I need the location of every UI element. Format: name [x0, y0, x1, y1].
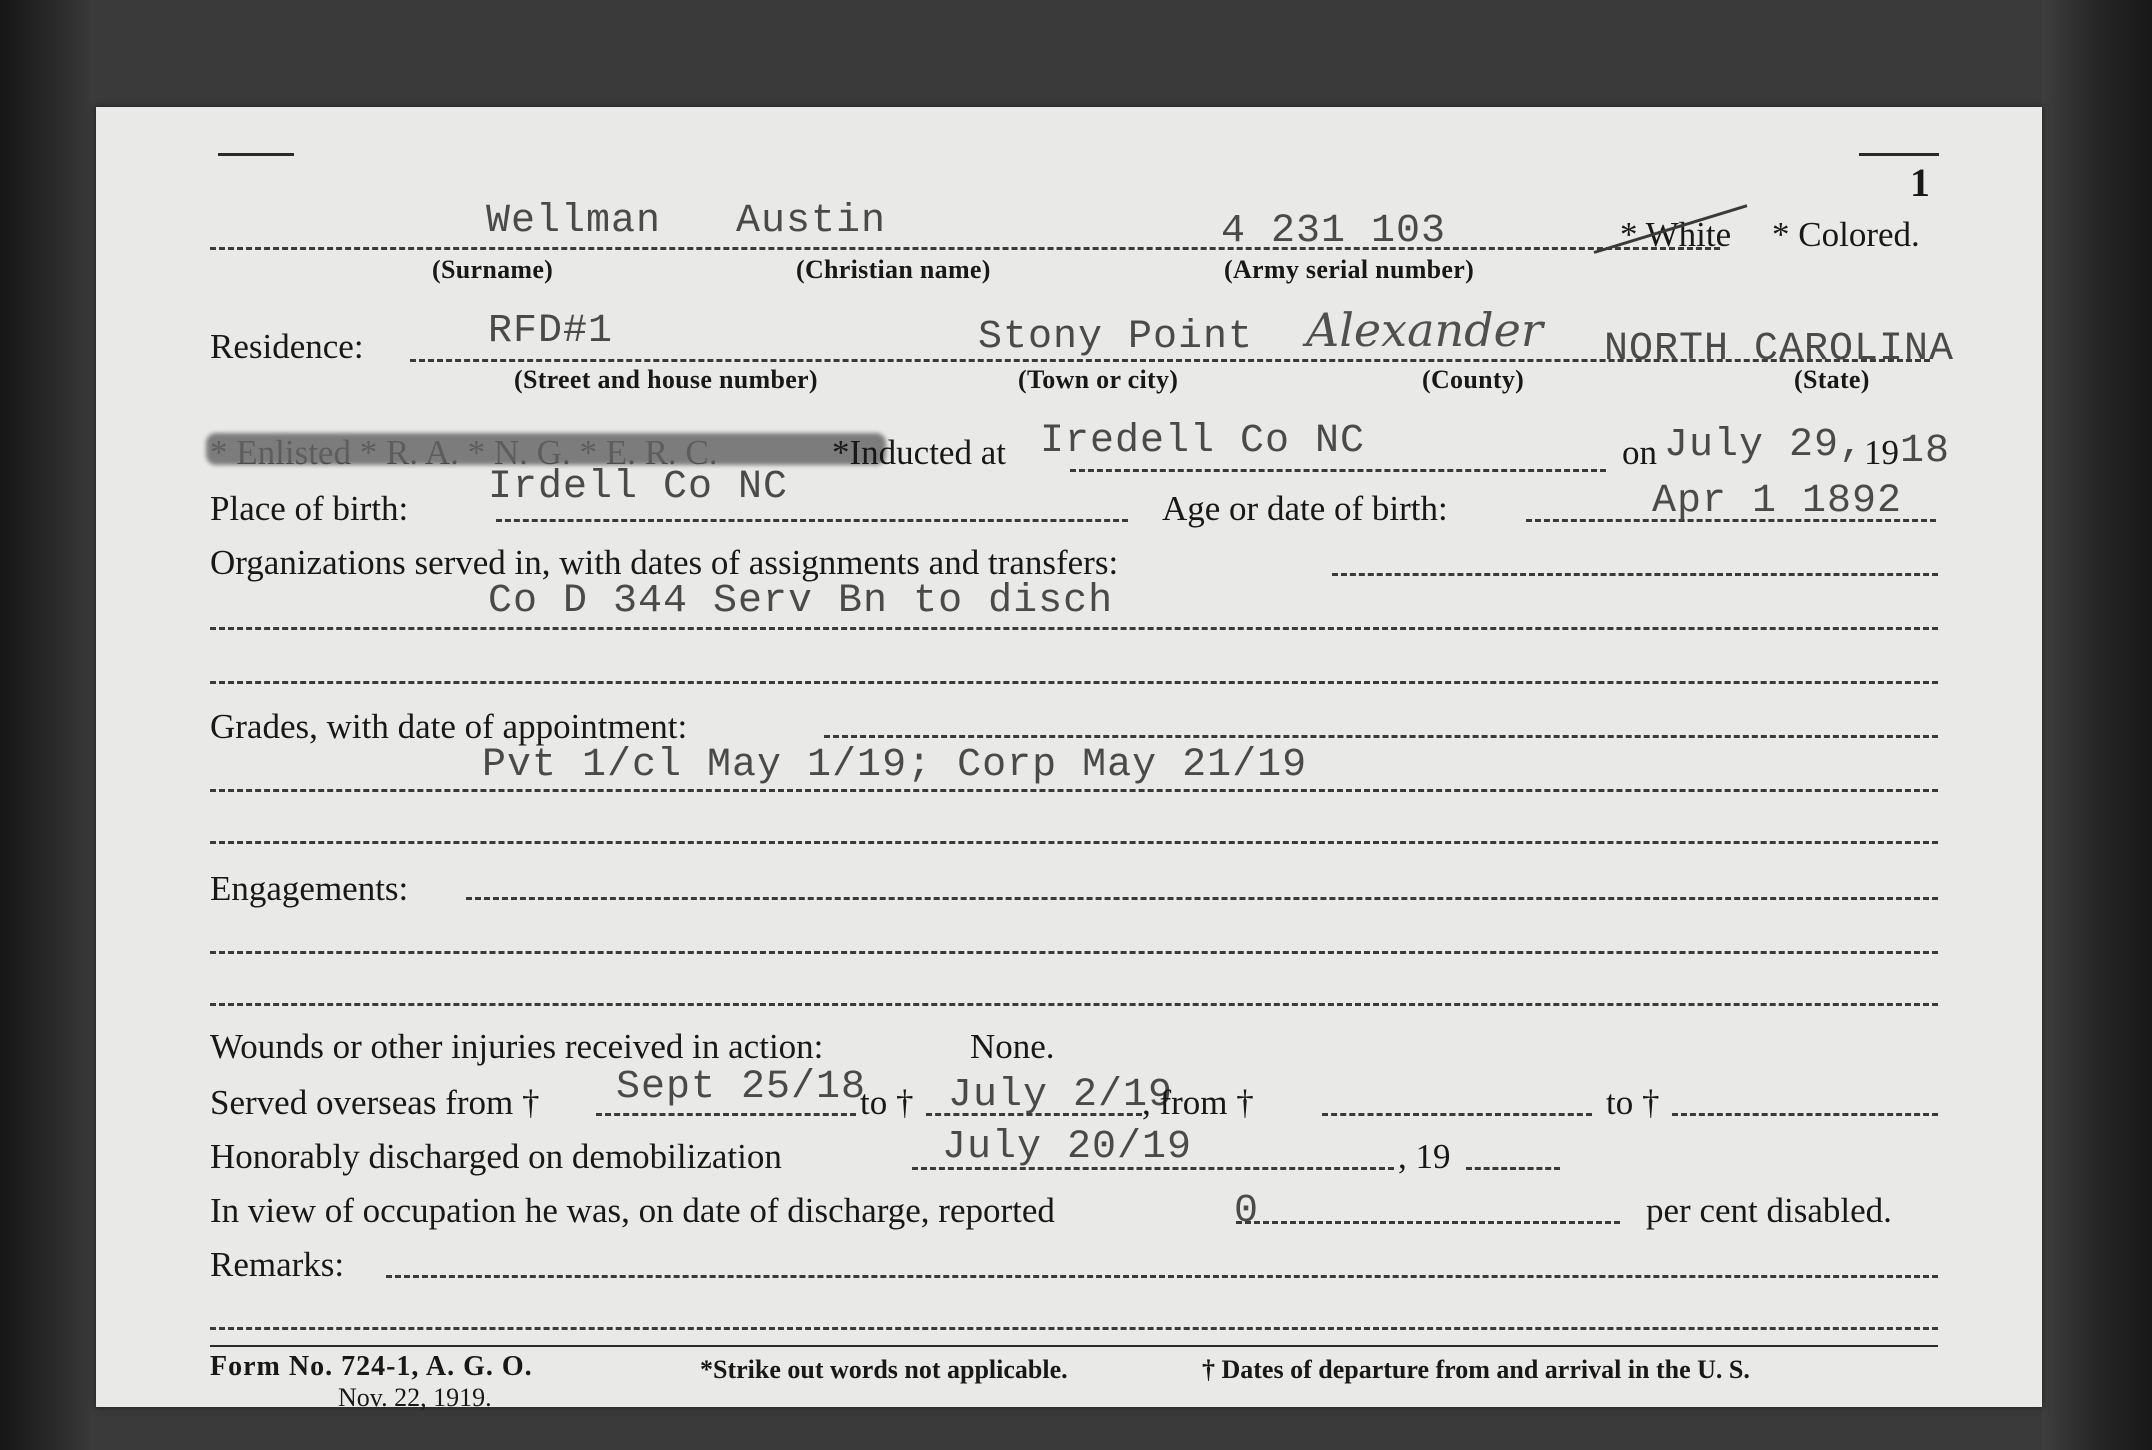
- overseas-label: Served overseas from †: [210, 1083, 540, 1122]
- birth-place-line: [496, 519, 1128, 522]
- overseas-to-line: [926, 1113, 1142, 1116]
- dates-note: † Dates of departure from and arrival in the U. S.: [1202, 1355, 1750, 1384]
- overseas-from-value: Sept 25/18: [616, 1065, 867, 1110]
- induction-date-value: July 29,: [1664, 423, 1865, 468]
- top-left-rule: [218, 153, 294, 156]
- grades-line-2: [210, 789, 1938, 792]
- birth-place-label: Place of birth:: [210, 489, 409, 528]
- overseas-from-line: [596, 1113, 856, 1116]
- engagements-label: Engagements:: [210, 869, 409, 908]
- inducted-at-label: *Inducted at: [832, 433, 1006, 472]
- wounds-label: Wounds or other injuries received in action:: [210, 1027, 824, 1066]
- serial-number-caption: (Army serial number): [1224, 255, 1475, 284]
- street-caption: (Street and house number): [514, 365, 818, 394]
- remarks-line-1: [386, 1275, 1938, 1278]
- top-right-rule: [1859, 153, 1939, 156]
- town-value: Stony Point: [978, 315, 1254, 360]
- birth-date-label: Age or date of birth:: [1162, 489, 1448, 528]
- race-white-label: * White: [1620, 215, 1732, 254]
- overseas-from2-label: , from †: [1142, 1083, 1254, 1122]
- form-number: Form No. 724-1, A. G. O.: [210, 1351, 533, 1382]
- organizations-line-3: [210, 681, 1938, 684]
- card-number: 1: [1910, 160, 1930, 205]
- service-record-card: [96, 107, 2042, 1412]
- overseas-to2-label: to †: [1606, 1083, 1660, 1122]
- inducted-at-value: Iredell Co NC: [1040, 419, 1366, 464]
- film-border-left: [0, 0, 95, 1450]
- discharge-year-label: , 19: [1398, 1137, 1451, 1176]
- induction-on-label: on: [1622, 433, 1657, 472]
- engagements-line-2: [210, 951, 1938, 954]
- birth-date-value: Apr 1 1892: [1652, 479, 1903, 524]
- overseas-to-label: to †: [860, 1083, 914, 1122]
- strike-note: *Strike out words not applicable.: [700, 1355, 1068, 1384]
- surname-value: Wellman: [486, 199, 662, 244]
- induction-year-value: 18: [1900, 429, 1951, 474]
- town-caption: (Town or city): [1018, 365, 1179, 394]
- state-value: NORTH CAROLINA: [1604, 327, 1955, 372]
- wounds-value: None.: [970, 1027, 1055, 1066]
- disability-value: 0: [1234, 1189, 1260, 1234]
- organizations-line-2: [210, 627, 1938, 630]
- discharge-date-value: July 20/19: [942, 1125, 1193, 1170]
- overseas-from2-line: [1322, 1113, 1592, 1116]
- name-line: [210, 247, 1720, 250]
- inducted-line: [1070, 469, 1606, 472]
- discharge-label: Honorably discharged on demobilization: [210, 1137, 782, 1176]
- remarks-label: Remarks:: [210, 1245, 345, 1284]
- county-caption: (County): [1422, 365, 1525, 394]
- race-colored-label: * Colored.: [1772, 215, 1920, 254]
- disability-line: [1236, 1221, 1620, 1224]
- street-value: RFD#1: [488, 309, 614, 354]
- county-value: Alexander: [1306, 303, 1543, 357]
- discharge-year-line: [1466, 1167, 1560, 1170]
- disability-suffix: per cent disabled.: [1646, 1191, 1892, 1230]
- film-border-right: [2042, 0, 2152, 1450]
- discharge-line: [912, 1167, 1394, 1170]
- christian-name-value: Austin: [736, 199, 887, 244]
- footer-rule: [210, 1345, 1938, 1347]
- residence-line: [410, 359, 1930, 362]
- organizations-label: Organizations served in, with dates of assignments and transfers:: [210, 543, 1119, 582]
- overseas-to2-line: [1672, 1113, 1938, 1116]
- state-caption: (State): [1794, 365, 1870, 394]
- organizations-line-1: [1332, 573, 1938, 576]
- redaction-smudge: [206, 433, 886, 465]
- form-date: Nov. 22, 1919.: [338, 1383, 492, 1412]
- remarks-line-2: [210, 1327, 1938, 1330]
- grades-line-3: [210, 841, 1938, 844]
- grades-line-1: [824, 735, 1938, 738]
- organizations-value: Co D 344 Serv Bn to disch: [488, 579, 1114, 624]
- disability-label: In view of occupation he was, on date of discharge, reported: [210, 1191, 1055, 1230]
- grades-label: Grades, with date of appointment:: [210, 707, 688, 746]
- surname-caption: (Surname): [432, 255, 554, 284]
- engagements-line-3: [210, 1003, 1938, 1006]
- engagements-line-1: [466, 897, 1938, 900]
- overseas-to-value: July 2/19: [948, 1073, 1174, 1118]
- induction-year-prefix: 19: [1864, 433, 1899, 472]
- birth-place-value: Irdell Co NC: [488, 465, 789, 510]
- christian-name-caption: (Christian name): [796, 255, 991, 284]
- residence-label: Residence:: [210, 327, 364, 366]
- serial-number-value: 4 231 103: [1221, 209, 1447, 254]
- grades-value: Pvt 1/cl May 1/19; Corp May 21/19: [482, 743, 1308, 788]
